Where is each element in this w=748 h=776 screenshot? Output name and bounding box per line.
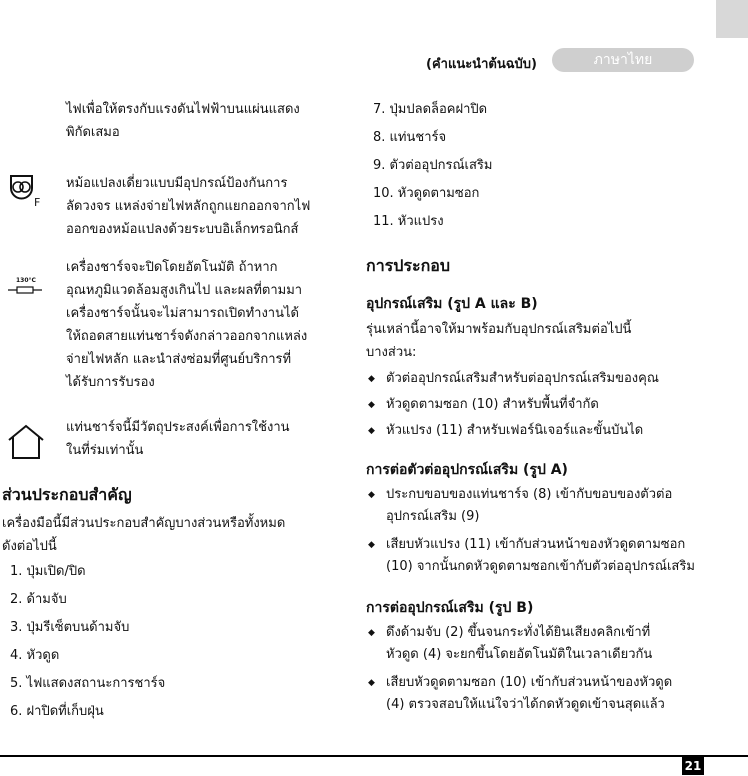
accessories-heading: อุปกรณ์เสริม (รูป A และ B) [366,296,538,312]
accessories-intro: รุ่นเหล่านี้อาจให้มาพร้อมกับอุปกรณ์เสริมต่อไปนี้ บางส่วน: [366,322,632,360]
list-item: 2. ด้ามจับ [10,592,67,607]
list-item: ◆ ตัวต่ออุปกรณ์เสริมสำหรับต่ออุปกรณ์เสริมของคุณ [366,368,736,390]
page-number: 21 [682,757,704,775]
indoor-use-house-icon [6,424,46,464]
para-indoor: แท่นชาร์จนี้มีวัตถุประสงค์เพื่อการใช้งาน ในที่ร่มเท่านั้น [66,420,290,458]
thermal-icon-label: 130°C [16,277,36,284]
list-item: ◆ เสียบหัวดูดตามซอก (10) เข้ากับส่วนหน้าของหัวดูด (4) ตรวจสอบให้แน่ใจว่าได้กดหัวดูดเข้าจนสุดแล้ว [366,672,736,716]
footer-rule [0,755,748,757]
list-item: 6. ฝาปิดที่เก็บฝุ่น [10,704,104,719]
accessory-heading: การต่ออุปกรณ์เสริม (รูป B) [366,600,534,616]
list-item: 1. ปุ่มเปิด/ปิด [10,564,86,579]
list-item: 3. ปุ่มรีเซ็ตบนด้ามจับ [10,620,130,635]
list-item: ◆ เสียบหัวแปรง (11) เข้ากับส่วนหน้าของหัวดูดตามซอก (10) จากนั้นกดหัวดูดตามซอกเข้ากับตัวต่ออุปกรณ์เสริม [366,534,736,578]
components-list [10,558,165,726]
accessory-steps [366,622,736,720]
para-thermal: เครื่องชาร์จจะปิดโดยอัตโนมัติ ถ้าหาก อุณหภูมิแวดล้อมสูงเกินไป และผลที่ตามมา เครื่องชาร์จนั้นจะไม่สามารถเปิดทำงานได้ ให้ถอดสายแท่นชาร์จดังกล่าวออกจากแหล่ง จ่ายไฟหลัก และนำส่งซ่อมที่ศูนย์บริการที่ ได้รับการรับรอง [66,260,308,390]
thermal-cutout-icon [6,278,44,298]
page-edge-tab [716,0,748,38]
list-item: ◆ หัวดูดตามซอก (10) สำหรับพื้นที่จำกัด [366,394,736,416]
list-item: 5. ไฟแสดงสถานะการชาร์จ [10,676,166,691]
connector-steps [366,484,736,582]
list-item: 8. แท่นชาร์จ [373,130,447,145]
list-item: ◆ ประกบขอบของแท่นชาร์จ (8) เข้ากับขอบของตัวต่อ อุปกรณ์เสริม (9) [366,484,736,528]
list-item: 10. หัวดูดตามซอก [373,186,480,201]
transformer-icon-letter: F [34,196,41,209]
list-item: 9. ตัวต่ออุปกรณ์เสริม [373,158,493,173]
safety-transformer-icon [8,172,44,212]
list-item: 7. ปุ่มปลดล็อคฝาปิด [373,102,488,117]
components-list-continued [373,96,492,236]
list-item: 4. หัวดูด [10,648,60,663]
list-item: ◆ ดึงด้ามจับ (2) ขึ้นจนกระทั่งได้ยินเสียงคลิกเข้าที่ หัวดูด (4) จะยกขึ้นโดยอัตโนมัติในเวลาเดียวกัน [366,622,736,666]
assembly-heading: การประกอบ [366,256,451,275]
accessories-list [366,368,736,446]
language-badge: ภาษาไทย [552,48,694,72]
list-item: 11. หัวแปรง [373,214,444,229]
components-intro: เครื่องมือนี้มีส่วนประกอบสำคัญบางส่วนหรือทั้งหมด ดังต่อไปนี้ [2,516,286,554]
para-voltage: ไฟเพื่อให้ตรงกับแรงดันไฟฟ้าบนแผ่นแสดง พิกัดเสมอ [66,102,300,140]
para-transformer: หม้อแปลงเดี่ยวแบบมีอุปกรณ์ป้องกันการ ลัดวงจร แหล่งจ่ายไฟหลักถูกแยกออกจากไฟ ออกของหม้อแปลงด้วยระบบอิเล็กทรอนิกส์ [66,176,311,237]
connector-heading: การต่อตัวต่ออุปกรณ์เสริม (รูป A) [366,462,568,478]
manual-title: (คำแนะนำต้นฉบับ) [426,57,538,72]
list-item: ◆ หัวแปรง (11) สำหรับเฟอร์นิเจอร์และขั้นบันได [366,420,736,442]
components-heading: ส่วนประกอบสำคัญ [2,485,132,504]
